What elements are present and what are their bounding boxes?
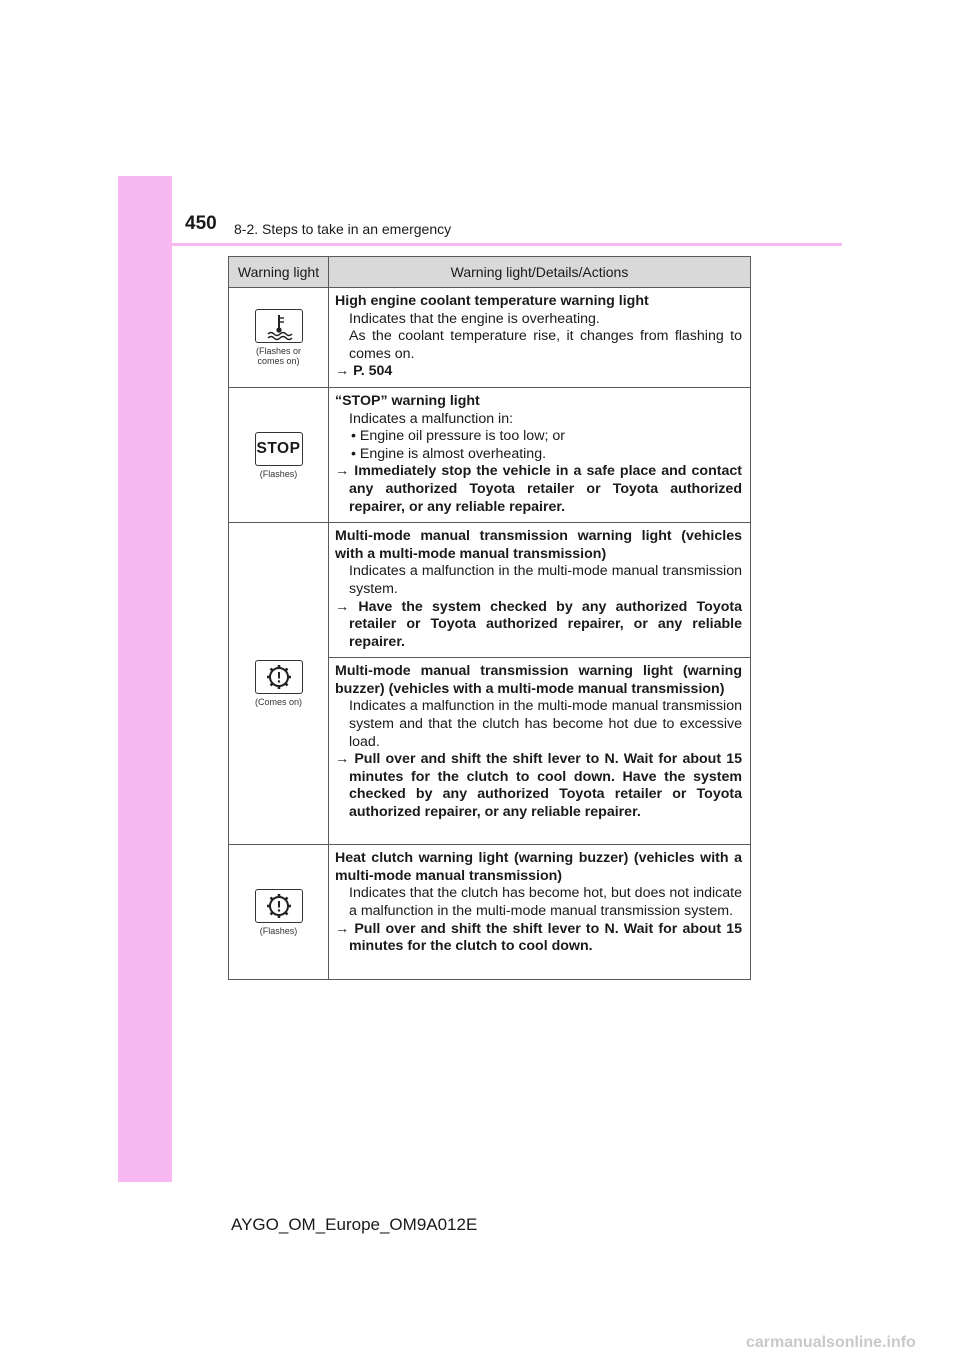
column-header-warning-light: Warning light	[229, 257, 329, 288]
heat-clutch-warning-icon	[255, 889, 303, 923]
bullet-item: • Engine is almost overheating.	[351, 445, 547, 462]
detail-line: Indicates a malfunction in:	[349, 410, 514, 427]
action-line: → P. 504	[335, 363, 393, 380]
action-line: → Pull over and shift the shift lever to N. Wait for about 15 minutes for the clutch to cool down.	[335, 920, 742, 955]
header-rule	[172, 243, 842, 246]
warning-title: Multi-mode manual transmission warning light (warning buzzer) (vehicles with a multi-mode manual transmission)	[335, 663, 742, 697]
action-line: → Have the system checked by any authorized Toyota retailer or Toyota authorized repairer, or any reliable repairer.	[335, 598, 742, 650]
warning-light-table	[228, 256, 751, 980]
stop-icon	[255, 432, 303, 466]
page-number: 450	[185, 213, 217, 234]
side-band	[118, 176, 172, 1182]
detail-line: Indicates that the engine is overheating.	[349, 310, 600, 327]
action-line: → Immediately stop the vehicle in a safe place and contact any authorized Toyota retailer or Toyota authorized repairer, or any reliable repairer.	[335, 463, 742, 515]
detail-line: As the coolant temperature rise, it changes from flashing to comes on.	[349, 328, 742, 362]
detail-line: Indicates a malfunction in the multi-mode manual transmission system and that the clutch has become hot due to excessive load.	[349, 698, 742, 750]
column-header-details: Warning light/Details/Actions	[329, 257, 751, 288]
warning-title: “STOP” warning light	[335, 392, 480, 409]
description-cell	[329, 658, 751, 845]
table-header-row	[229, 257, 751, 288]
stop-icon-text: STOP	[256, 439, 301, 457]
warning-title: Heat clutch warning light (warning buzzer) (vehicles with a multi-mode manual transmission)	[335, 850, 742, 884]
icon-caption: (Flashes or comes on)	[255, 345, 301, 366]
bullet-item: • Engine oil pressure is too low; or	[351, 428, 565, 445]
action-line: → Pull over and shift the shift lever to N. Wait for about 15 minutes for the clutch to cool down. Have the system checked by any authorized Toyota retailer or Toyota authorized repairer, or any reliable repairer.	[335, 751, 742, 821]
transmission-warning-icon	[255, 660, 303, 694]
icon-cell	[229, 387, 329, 522]
warning-title: High engine coolant temperature warning light	[335, 293, 649, 309]
watermark: carmanualsonline.info	[746, 1334, 916, 1351]
table-row	[229, 387, 751, 522]
description-cell	[329, 288, 751, 388]
table-row	[229, 523, 751, 658]
icon-cell	[229, 845, 329, 980]
document-code: AYGO_OM_Europe_OM9A012E	[231, 1215, 478, 1234]
description-cell	[329, 387, 751, 522]
detail-line: Indicates a malfunction in the multi-mode manual transmission system.	[349, 563, 742, 597]
description-cell	[329, 845, 751, 980]
description-cell	[329, 523, 751, 658]
coolant-temperature-icon	[255, 309, 303, 343]
icon-cell	[229, 523, 329, 845]
detail-line: Indicates that the clutch has become hot, but does not indicate a malfunction in the multi-mode manual transmission system.	[349, 885, 742, 920]
table-row	[229, 288, 751, 388]
icon-caption: (Flashes)	[259, 468, 298, 479]
section-title: 8-2. Steps to take in an emergency	[234, 221, 452, 237]
icon-caption: (Flashes)	[259, 925, 298, 936]
icon-caption: (Comes on)	[254, 697, 302, 708]
table-row	[229, 845, 751, 980]
icon-cell	[229, 288, 329, 388]
warning-title: Multi-mode manual transmission warning light (vehicles with a multi-mode manual transmission)	[335, 528, 742, 562]
